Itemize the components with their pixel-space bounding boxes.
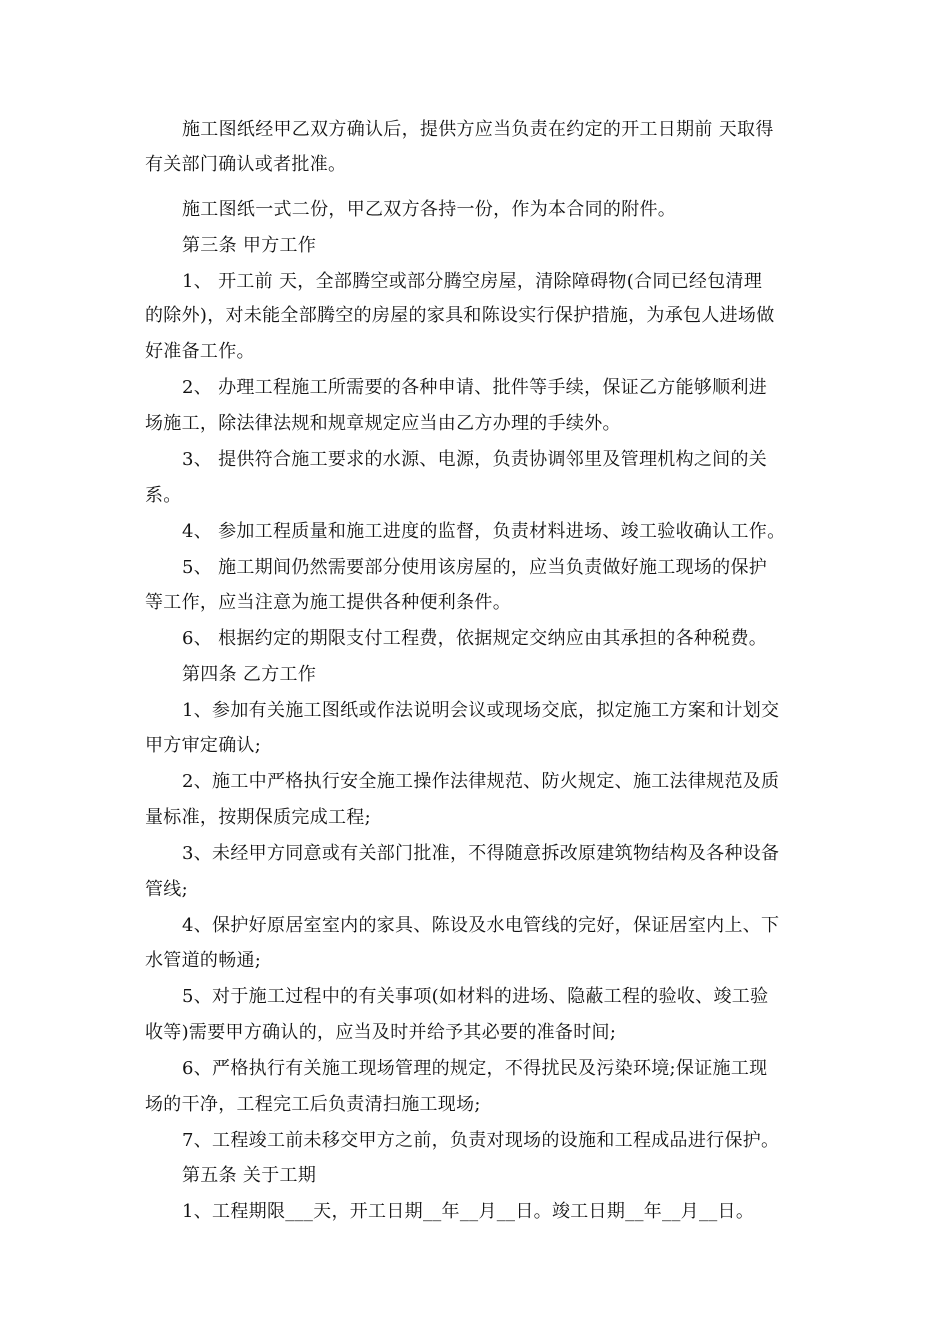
text-line: 3、未经甲方同意或有关部门批准，不得随意拆改原建筑物结构及各种设备 bbox=[182, 843, 780, 864]
text-line: 收等)需要甲方确认的，应当及时并给予其必要的准备时间; bbox=[145, 1022, 617, 1043]
text-line: 2、施工中严格执行安全施工操作法律规范、防火规定、施工法律规范及质 bbox=[182, 771, 780, 792]
text-line: 7、工程竣工前未移交甲方之前，负责对现场的设施和工程成品进行保护。 bbox=[182, 1130, 780, 1151]
text-line: 6、严格执行有关施工现场管理的规定，不得扰民及污染环境;保证施工现 bbox=[182, 1058, 768, 1079]
text-line: 场施工，除法律法规和规章规定应当由乙方办理的手续外。 bbox=[145, 413, 621, 434]
text-line: 4、保护好原居室室内的家具、陈设及水电管线的完好，保证居室内上、下 bbox=[182, 915, 780, 936]
text-line: 系。 bbox=[145, 485, 182, 506]
text-line: 1、工程期限___天，开工日期__年__月__日。竣工日期__年__月__日。 bbox=[182, 1201, 755, 1222]
text-line: 场的干净，工程完工后负责清扫施工现场; bbox=[145, 1094, 481, 1115]
text-line: 好准备工作。 bbox=[145, 341, 255, 362]
text-line: 的除外)，对未能全部腾空的房屋的家具和陈设实行保护措施，为承包人进场做 bbox=[145, 305, 775, 326]
text-line: 量标准，按期保质完成工程; bbox=[145, 807, 371, 828]
text-line: 2、 办理工程施工所需要的各种申请、批件等手续，保证乙方能够顺利进 bbox=[182, 377, 768, 398]
section-heading: 第三条 甲方工作 bbox=[182, 235, 317, 256]
text-line: 6、 根据约定的期限支付工程费，依据规定交纳应由其承担的各种税费。 bbox=[182, 628, 768, 649]
text-line: 1、参加有关施工图纸或作法说明会议或现场交底，拟定施工方案和计划交 bbox=[182, 700, 780, 721]
section-heading: 第五条 关于工期 bbox=[182, 1165, 317, 1186]
text-line: 管线; bbox=[145, 879, 188, 900]
text-line: 1、 开工前 天，全部腾空或部分腾空房屋，清除障碍物(合同已经包清理 bbox=[182, 271, 763, 292]
text-line: 5、对于施工过程中的有关事项(如材料的进场、隐蔽工程的验收、竣工验 bbox=[182, 986, 769, 1007]
text-line: 甲方审定确认; bbox=[145, 735, 262, 756]
text-line: 4、 参加工程质量和施工进度的监督，负责材料进场、竣工验收确认工作。 bbox=[182, 521, 786, 542]
text-line: 等工作，应当注意为施工提供各种便利条件。 bbox=[145, 592, 511, 613]
text-line: 5、 施工期间仍然需要部分使用该房屋的，应当负责做好施工现场的保护 bbox=[182, 557, 768, 578]
text-line: 水管道的畅通; bbox=[145, 950, 262, 971]
section-heading: 第四条 乙方工作 bbox=[182, 664, 317, 685]
text-line: 施工图纸经甲乙双方确认后，提供方应当负责在约定的开工日期前 天取得 bbox=[182, 119, 774, 140]
text-line: 施工图纸一式二份，甲乙双方各持一份，作为本合同的附件。 bbox=[182, 199, 677, 220]
text-line: 有关部门确认或者批准。 bbox=[145, 154, 347, 175]
text-line: 3、 提供符合施工要求的水源、电源，负责协调邻里及管理机构之间的关 bbox=[182, 449, 768, 470]
